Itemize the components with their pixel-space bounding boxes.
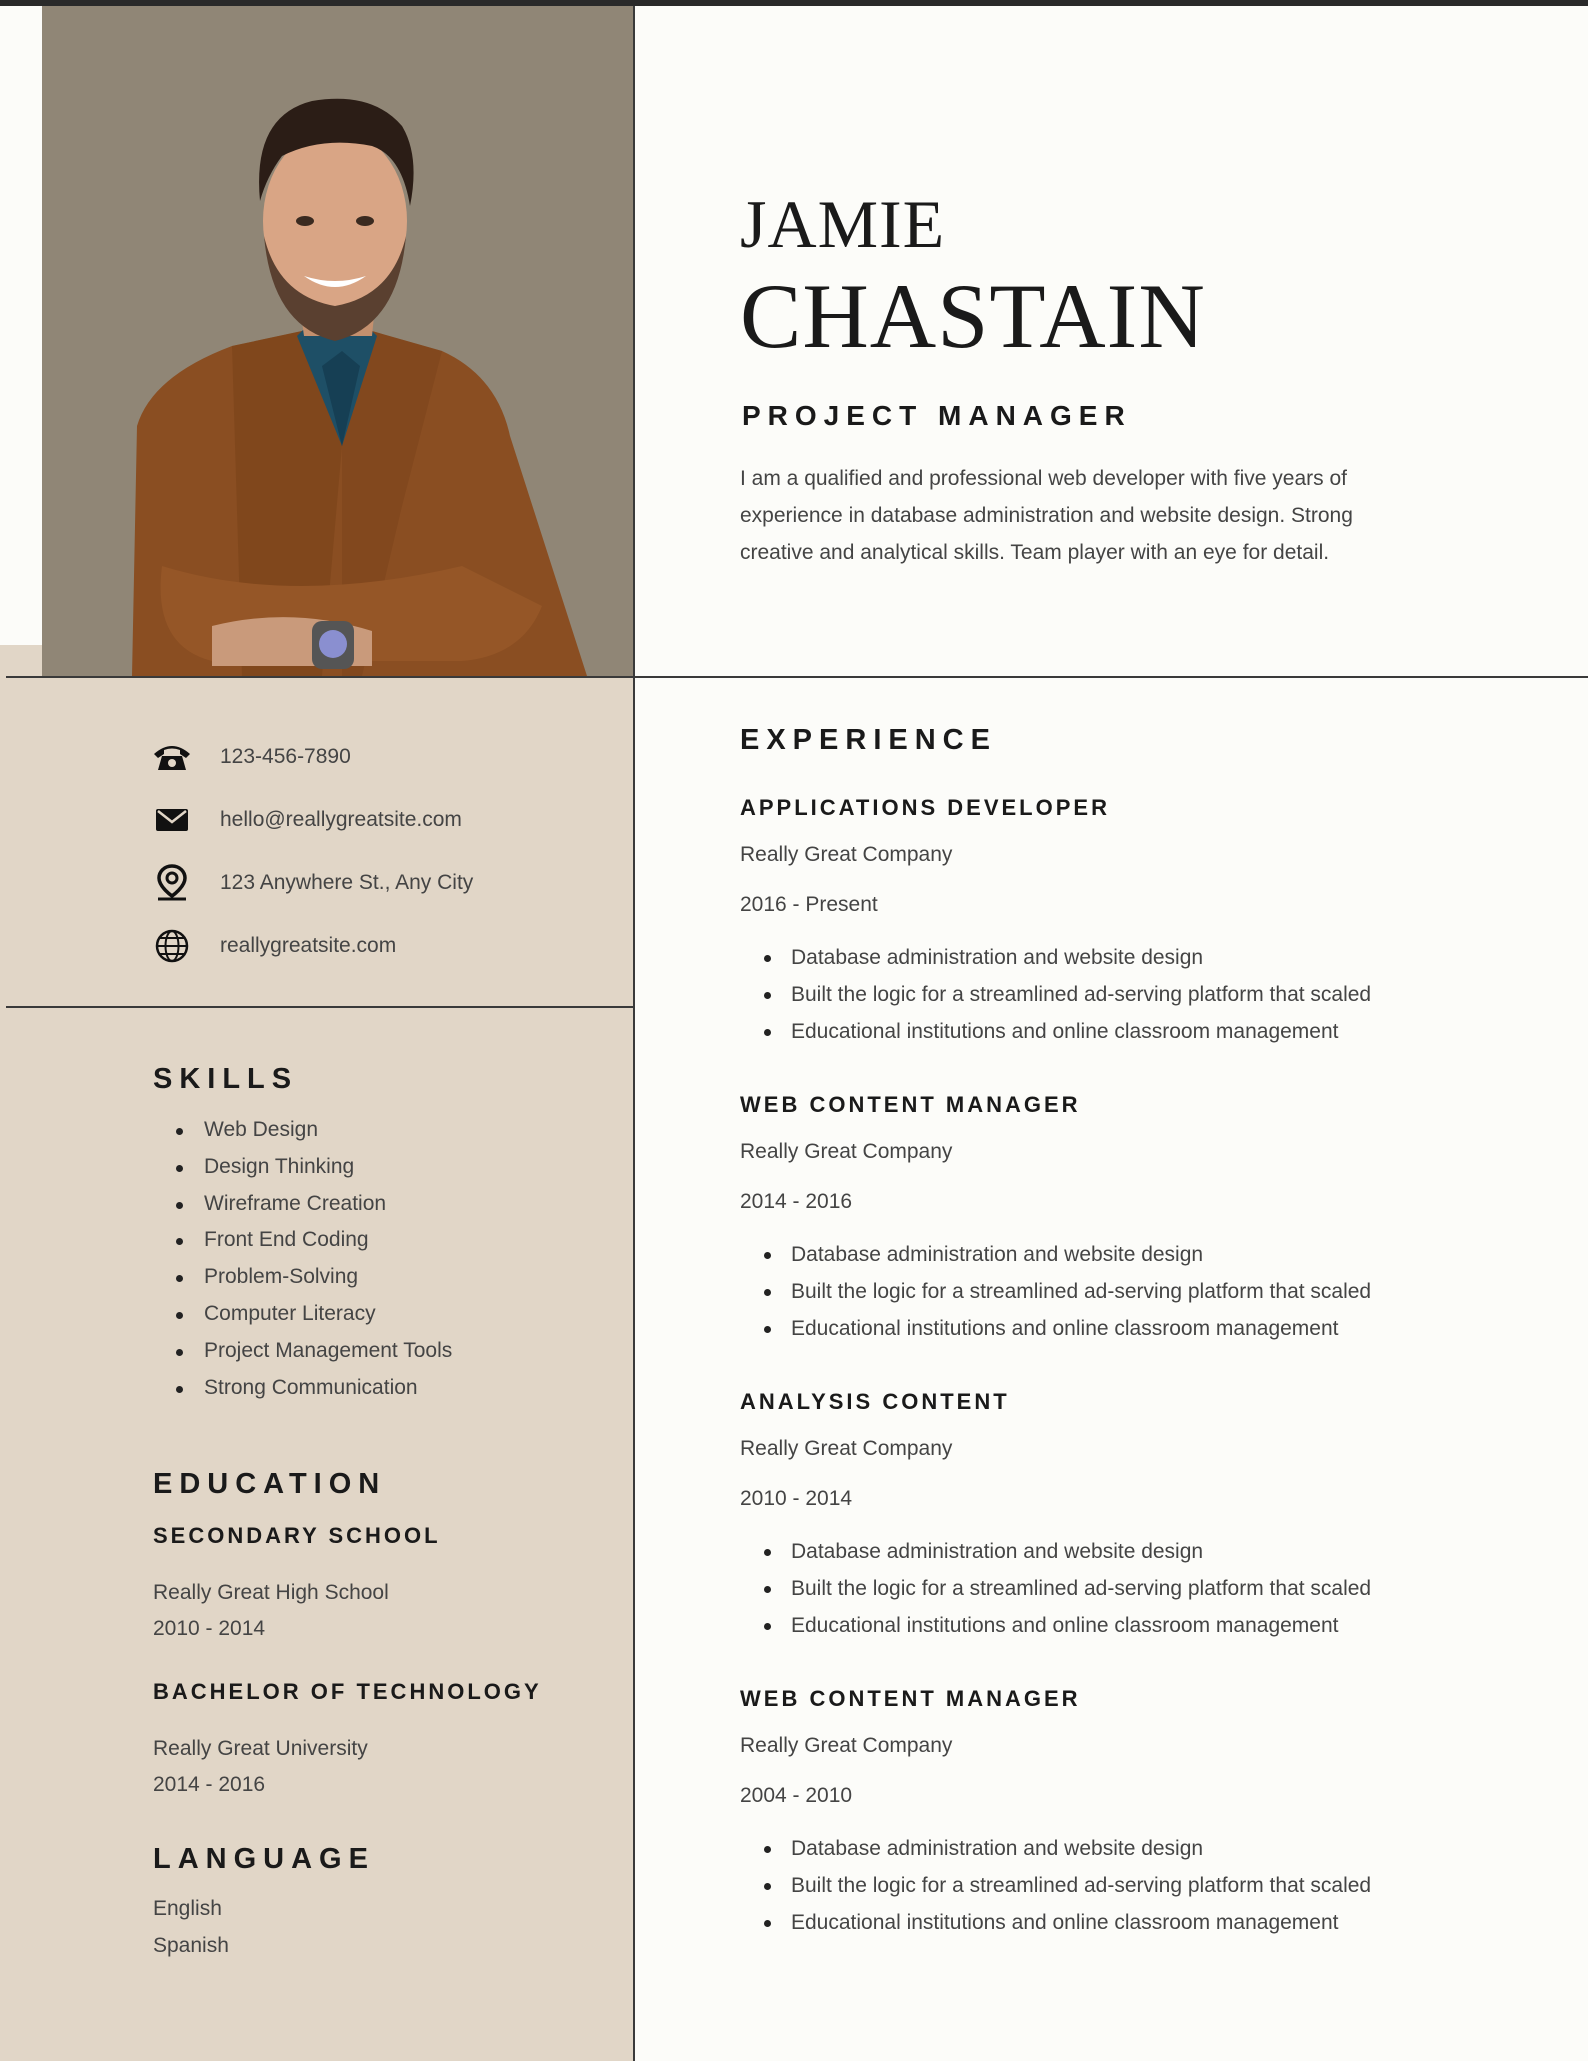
job-entry	[740, 795, 1520, 1050]
job-entry	[740, 1092, 1520, 1347]
phone-number[interactable]: 123-456-7890	[220, 744, 351, 768]
job-bullet: Database administration and website design	[740, 1830, 1520, 1867]
skills-list	[153, 1112, 452, 1406]
job-bullet: Database administration and website design	[740, 1236, 1520, 1273]
job-role: APPLICATIONS DEVELOPER	[740, 795, 1110, 820]
degree-title: BACHELOR OF TECHNOLOGY	[153, 1679, 542, 1704]
job-bullet: Database administration and website design	[740, 939, 1520, 976]
company-name: Really Great Company	[740, 843, 953, 866]
last-name: CHASTAIN	[740, 265, 1206, 367]
profile-photo	[42, 6, 634, 676]
job-bullet: Built the logic for a streamlined ad-serving platform that scaled	[740, 1273, 1520, 1310]
company-name: Really Great Company	[740, 1437, 953, 1460]
language-item: English	[153, 1897, 222, 1920]
job-bullet: Educational institutions and online classroom management	[740, 1013, 1520, 1050]
skill-item: Strong Communication	[153, 1370, 452, 1407]
email-address[interactable]: hello@reallygreatsite.com	[220, 807, 462, 831]
profile-summary: I am a qualified and professional web developer with five years of experience in database administration and website design. Strong creative and analytical skills. Team player with an eye for detail.	[740, 467, 1353, 564]
job-title: PROJECT MANAGER	[742, 400, 1132, 431]
job-bullet: Built the logic for a streamlined ad-serving platform that scaled	[740, 976, 1520, 1013]
job-bullet: Built the logic for a streamlined ad-serving platform that scaled	[740, 1867, 1520, 1904]
school-name: Really Great University	[153, 1737, 368, 1760]
job-dates: 2004 - 2010	[740, 1784, 853, 1807]
skill-item: Web Design	[153, 1112, 452, 1149]
contact-email	[152, 788, 473, 851]
location-pin-icon	[152, 863, 192, 903]
job-bullet: Educational institutions and online classroom management	[740, 1607, 1520, 1644]
job-bullets	[740, 1830, 1520, 1941]
experience-title: EXPERIENCE	[740, 724, 997, 756]
first-name: JAMIE	[740, 186, 946, 262]
skill-item: Front End Coding	[153, 1222, 452, 1259]
job-bullet: Database administration and website design	[740, 1533, 1520, 1570]
degree-title: SECONDARY SCHOOL	[153, 1523, 441, 1548]
contact-phone	[152, 725, 473, 788]
contact-section	[152, 725, 473, 977]
skill-item: Problem-Solving	[153, 1259, 452, 1296]
company-name: Really Great Company	[740, 1140, 953, 1163]
job-bullet: Built the logic for a streamlined ad-serving platform that scaled	[740, 1570, 1520, 1607]
job-role: WEB CONTENT MANAGER	[740, 1092, 1081, 1117]
contact-divider	[6, 1006, 634, 1008]
job-dates: 2014 - 2016	[740, 1190, 853, 1213]
column-divider	[633, 6, 635, 2061]
job-role: ANALYSIS CONTENT	[740, 1389, 1010, 1414]
job-bullet: Educational institutions and online classroom management	[740, 1904, 1520, 1941]
school-name: Really Great High School	[153, 1581, 389, 1604]
email-icon	[152, 800, 192, 840]
job-bullets	[740, 939, 1520, 1050]
job-bullet: Educational institutions and online classroom management	[740, 1310, 1520, 1347]
contact-website	[152, 914, 473, 977]
job-bullets	[740, 1236, 1520, 1347]
globe-icon	[152, 926, 192, 966]
education-title: EDUCATION	[153, 1468, 387, 1500]
skills-section	[153, 1063, 452, 1406]
education-item	[153, 1679, 542, 1803]
education-section	[153, 1468, 542, 1803]
skills-title: SKILLS	[153, 1063, 299, 1095]
street-address: 123 Anywhere St., Any City	[220, 870, 474, 894]
job-role: WEB CONTENT MANAGER	[740, 1686, 1081, 1711]
skill-item: Wireframe Creation	[153, 1186, 452, 1223]
skill-item: Design Thinking	[153, 1149, 452, 1186]
education-years: 2014 - 2016	[153, 1773, 266, 1796]
website-link[interactable]: reallygreatsite.com	[220, 933, 397, 957]
skill-item: Project Management Tools	[153, 1333, 452, 1370]
job-dates: 2010 - 2014	[740, 1487, 853, 1510]
contact-address	[152, 851, 473, 914]
language-section	[153, 1843, 375, 1964]
phone-icon	[152, 737, 192, 777]
company-name: Really Great Company	[740, 1734, 953, 1757]
job-bullets	[740, 1533, 1520, 1644]
header-divider	[6, 676, 1588, 678]
experience-section	[740, 724, 1520, 1941]
language-title: LANGUAGE	[153, 1843, 375, 1875]
education-years: 2010 - 2014	[153, 1617, 266, 1640]
job-dates: 2016 - Present	[740, 893, 878, 916]
education-item	[153, 1523, 542, 1647]
job-entry	[740, 1686, 1520, 1941]
skill-item: Computer Literacy	[153, 1296, 452, 1333]
language-item: Spanish	[153, 1934, 229, 1957]
job-entry	[740, 1389, 1520, 1644]
